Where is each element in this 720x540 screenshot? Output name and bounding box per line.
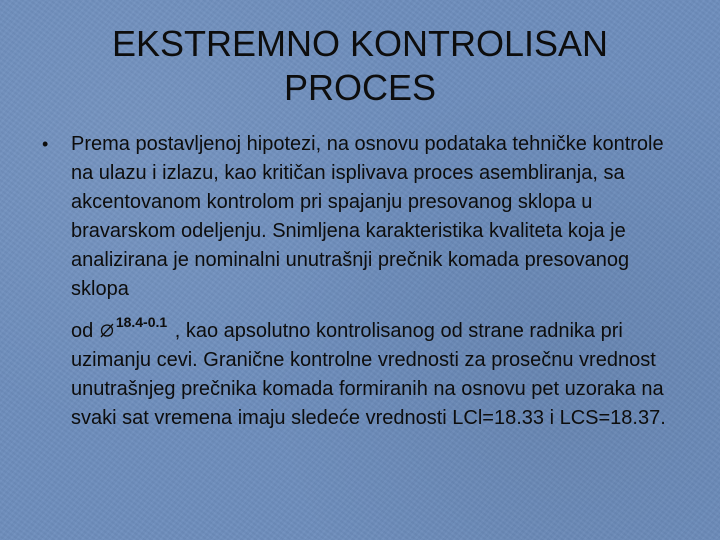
slide-content (42, 130, 682, 433)
od-word: od (71, 320, 94, 342)
spec-line (71, 308, 682, 433)
title-line-1: EKSTREMNO KONTROLISAN (111, 23, 609, 64)
bullet-item (42, 130, 682, 433)
paragraph-text-1: Prema postavljenoj hipotezi, na osnovu podataka tehničke kontrole na ulazu i izlazu, kao kritičan isplivava proces asembliranja, sa akcentovanom kontrolom pri spajanju presovanog sklopa u bravarskom odeljenju. Snimljena karakteristika kvaliteta koja je analizirana je nominalni unutrašnji prečnik komada presovanog sklopa (71, 133, 664, 300)
paragraph-text-2: , kao apsolutno kontrolisanog od strane radnika pri uzimanju cevi. Granične kontrolne vrednosti za prosečnu vrednost unutrašnjeg prečnika komada formiranih na osnovu pet uzoraka na svaki sat vremena imaju sledeće vrednosti LCl=18.33 i LCS=18.37. (71, 320, 666, 429)
title-line-2: PROCES (283, 67, 437, 108)
bullet-paragraph (71, 130, 682, 433)
diameter-value: 18.4-0.1 (115, 314, 168, 330)
diameter-icon (99, 322, 115, 338)
bullet-marker: • (42, 134, 49, 154)
slide-title (60, 22, 660, 110)
diameter-spec (99, 308, 167, 337)
